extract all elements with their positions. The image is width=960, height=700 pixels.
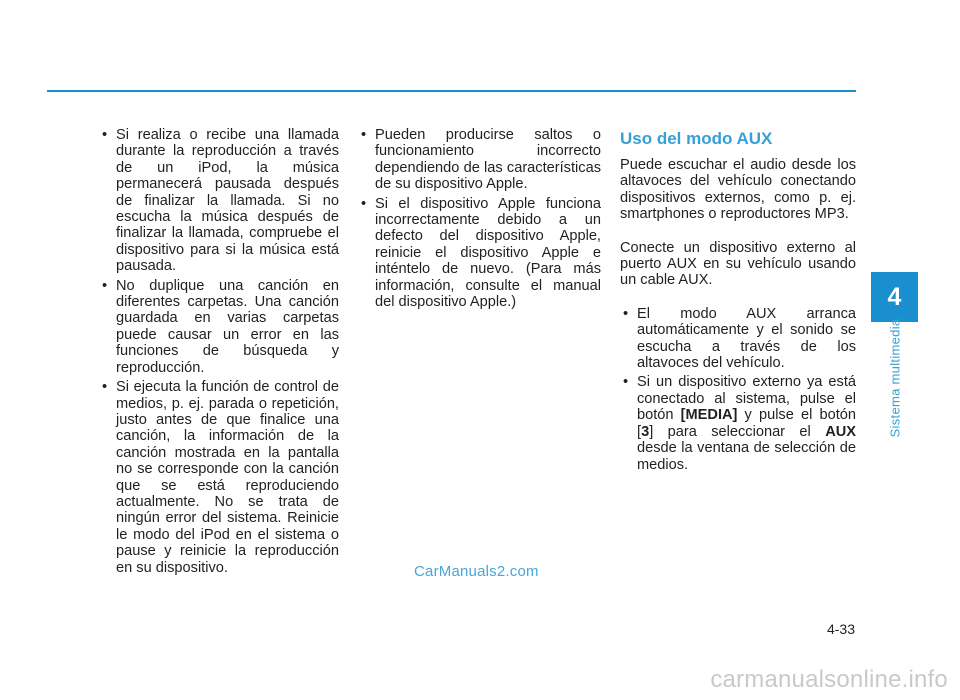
column-middle (358, 127, 601, 313)
header-rule (47, 90, 856, 92)
text-run: desde la ventana de selección de medios. (637, 440, 856, 473)
column-right (620, 127, 856, 476)
paragraph: Puede escuchar el audio desde los altavoces del vehículo conectando dispositivos externos, como p. ej. smartphones o reproductores MP3. (620, 157, 856, 223)
footer-site-link[interactable]: carmanualsonline.info (710, 666, 948, 693)
text-run: ] para seleccionar el (649, 423, 826, 440)
bullet-list (620, 306, 856, 473)
text-run: y pulse el botón [ (637, 407, 856, 440)
chapter-tab (871, 272, 918, 322)
key-3-label: 3 (641, 423, 650, 440)
bullet-list (358, 127, 601, 310)
section-title: Uso del modo AUX (620, 129, 773, 148)
chapter-label: Sistema multimedia (887, 318, 903, 438)
bullet-list (99, 127, 339, 576)
text-run: Si un dispositivo externo ya está conectado al sistema, pulse el botón (637, 374, 856, 424)
paragraph: Conecte un dispositivo externo al puerto AUX en su vehículo usando un cable AUX. (620, 239, 856, 289)
chapter-number: 4 (887, 282, 902, 311)
bullet-item: • No duplique una canción en diferentes carpetas. Una canción guardada en varias carpetas puede causar un error en las funciones de búsqueda y reproducción. (99, 278, 339, 376)
bullet-item: • Si el dispositivo Apple funciona incorrectamente debido a un defecto del dispositivo Apple, reinicie el dispositivo Apple e inténtelo de nuevo. (Para más información, consulte el manual del dispositivo Apple.) (358, 196, 601, 311)
column-left (99, 127, 339, 579)
bullet-item: • Si ejecuta la función de control de medios, p. ej. parada o repetición, justo antes de que finalice una canción, la información de la canción mostrada en la pantalla no se corresponde con la canción que se está reproduciendo actualmente. No se trata de ningún error del sistema. Reinicie le modo del iPod en el sistema o pause y reinicie la reproducción en su dispositivo. (99, 379, 339, 576)
bullet-item: • Si realiza o recibe una llamada durante la reproducción a través de un iPod, la música permanecerá pausada después de finalizar la llamada. Si no escucha la música después de finalizar la llamada, compruebe el dispositivo para si la música está pausada. (99, 127, 339, 275)
aux-key-label: AUX (825, 423, 856, 440)
bullet-item: • Pueden producirse saltos o funcionamiento incorrecto dependiendo de las características de su dispositivo Apple. (358, 127, 601, 193)
bullet-item: • El modo AUX arranca automáticamente y el sonido se escucha a través de los altavoces del vehículo. (620, 306, 856, 372)
bullet-item (620, 374, 856, 472)
watermark-link[interactable]: CarManuals2.com (414, 563, 539, 580)
media-key-label: [MEDIA] (680, 407, 738, 424)
page-number: 4-33 (826, 621, 855, 637)
